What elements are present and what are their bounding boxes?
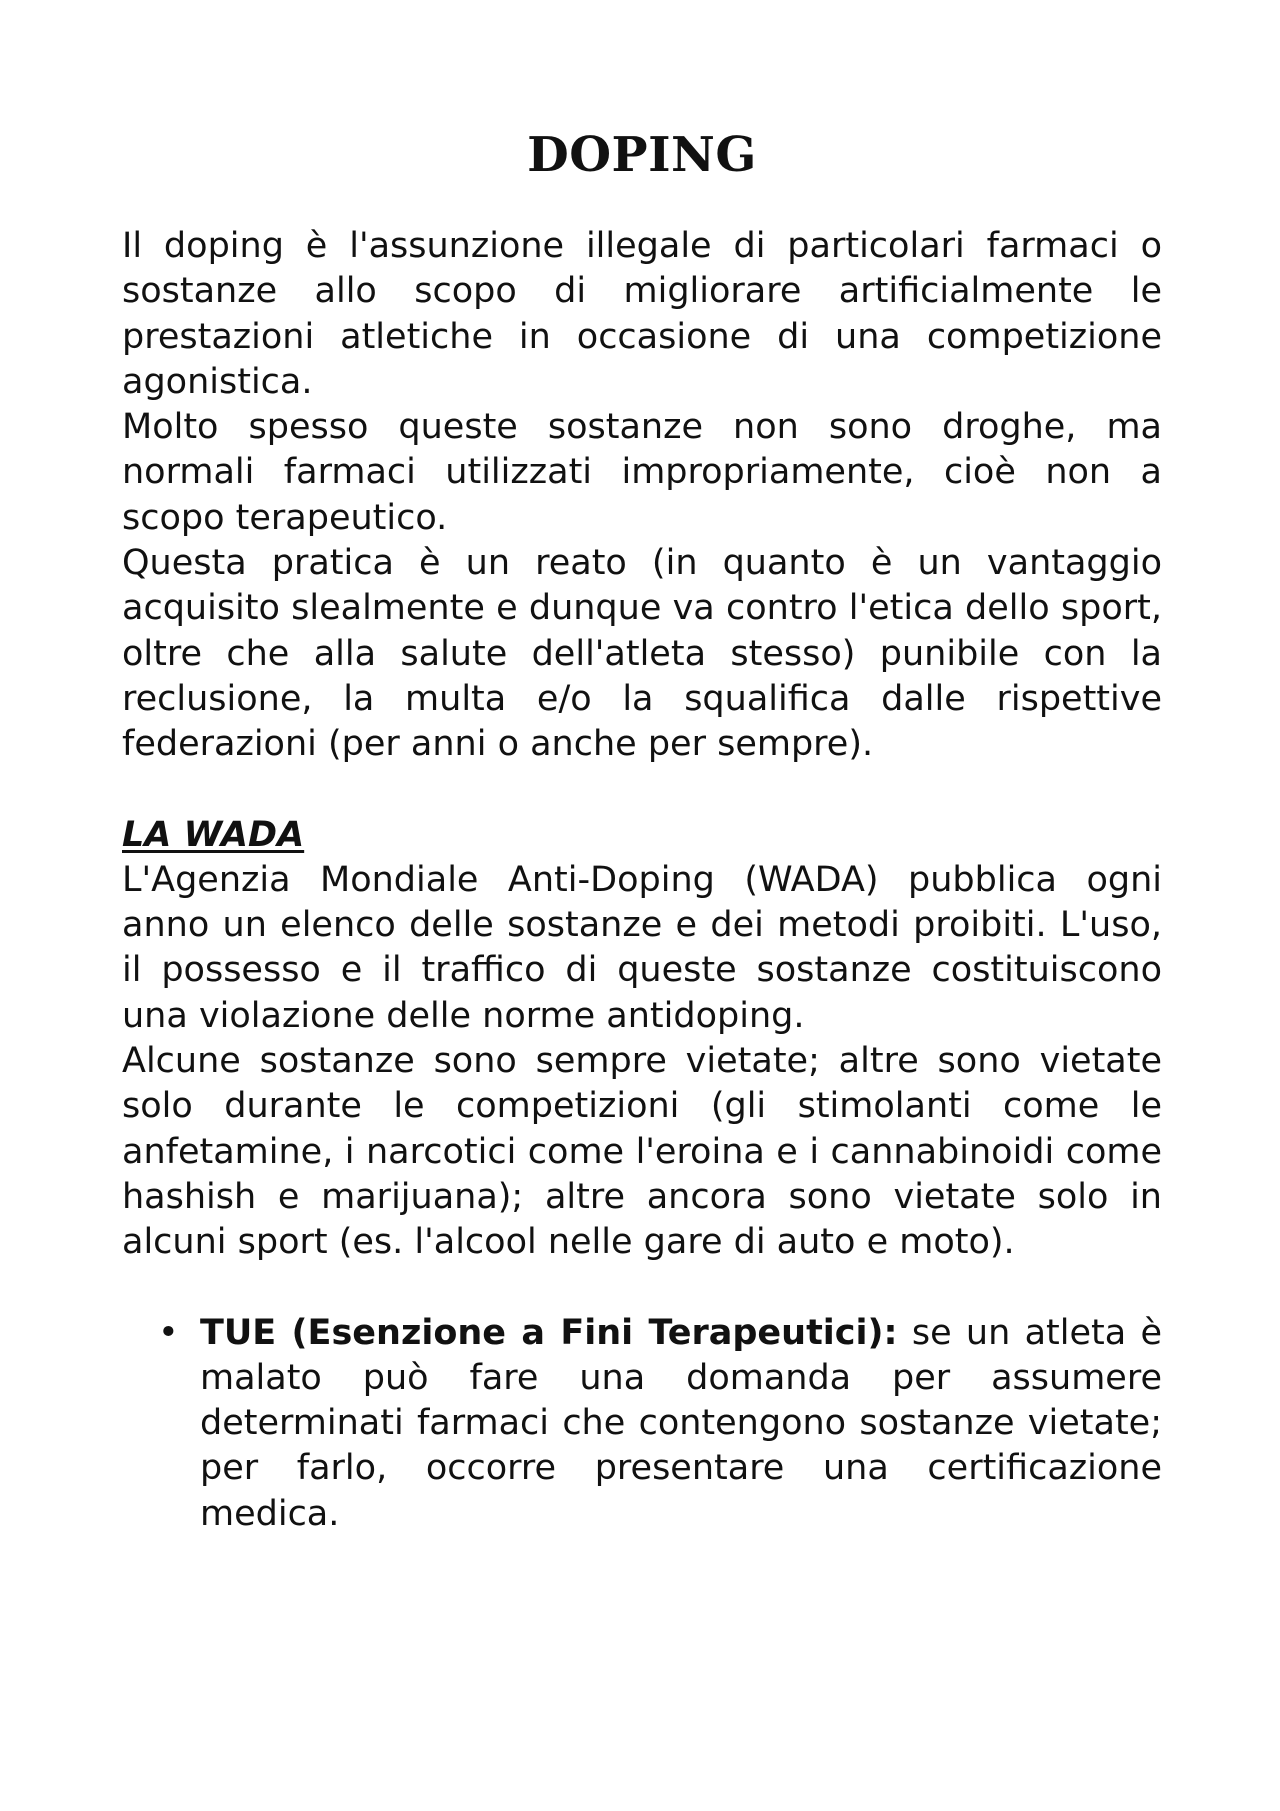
section-heading-wada: LA WADA — [122, 814, 305, 855]
wada-paragraph-1: L'Agenzia Mondiale Anti-Doping (WADA) pubblica ogni anno un elenco delle sostanze e dei metodi proibiti. L'uso, il possesso e il traffico di queste sostanze costituiscono una violazione delle norme antidoping. — [122, 859, 1162, 1036]
document-page — [122, 120, 1162, 1537]
intro-paragraph-1: Il doping è l'assunzione illegale di particolari farmaci o sostanze allo scopo di migliorare artificialmente le prestazioni atletiche in occasione di una competizione agonistica. — [122, 226, 1162, 402]
intro-paragraph-2: Molto spesso queste sostanze non sono droghe, ma normali farmaci utilizzati impropriamente, cioè non a scopo terapeutico. — [122, 407, 1162, 538]
wada-paragraph-2: Alcune sostanze sono sempre vietate; altre sono vietate solo durante le competizioni (gli stimolanti come le anfetamine, i narcotici come l'eroina e i cannabinoidi come hashish e marijuana); altre ancora sono vietate solo in alcuni sport (es. l'alcool nelle gare di auto e moto). — [122, 1041, 1162, 1263]
bullet-list — [122, 1311, 1162, 1537]
intro-paragraph-3: Questa pratica è un reato (in quanto è un vantaggio acquisito slealmente e dunque va contro l'etica dello sport, oltre che alla salute dell'atleta stesso) punibile con la reclusione, la multa e/o la squalifica dalle rispettive federazioni (per anni o anche per sempre). — [122, 543, 1162, 765]
section-spacer — [122, 768, 1162, 813]
list-item-term: TUE (Esenzione a Fini Terapeutici): — [200, 1312, 898, 1353]
section-spacer — [122, 1266, 1162, 1311]
list-item — [122, 1311, 1162, 1537]
document-title: DOPING — [527, 127, 757, 183]
list-item-text: se un atleta è malato può fare una domanda per assumere determinati farmaci che contengono sostanze vietate; per farlo, occorre presentare una certificazione medica. — [200, 1312, 1162, 1534]
bullet-icon: • — [158, 1312, 179, 1353]
